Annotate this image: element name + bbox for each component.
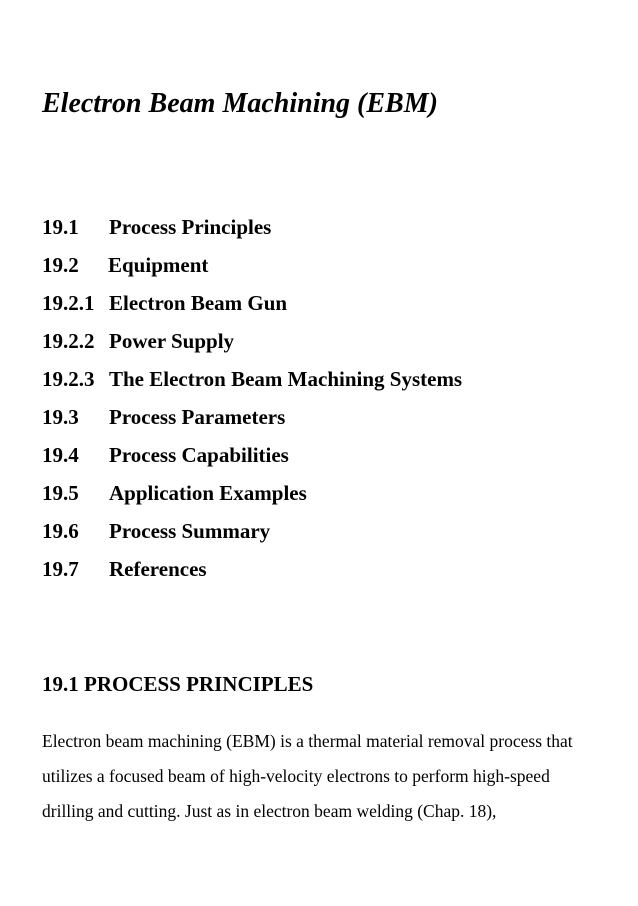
toc-entry: [42, 360, 462, 398]
toc-entry: [42, 512, 462, 550]
toc-entry-number: 19.2.3: [42, 367, 95, 391]
toc-entry: [42, 322, 462, 360]
toc-entry: [42, 208, 462, 246]
body-paragraph: [42, 724, 602, 829]
paragraph-line: drilling and cutting. Just as in electron beam welding (Chap. 18),: [42, 801, 497, 821]
toc-entry: [42, 246, 462, 284]
toc-entry-label: Process Capabilities: [109, 443, 289, 467]
toc-entry-label: Process Parameters: [109, 405, 286, 429]
toc-entry-label: Power Supply: [109, 329, 235, 353]
toc-entry: [42, 550, 462, 588]
toc-entry-label: Process Principles: [109, 215, 272, 239]
toc-entry-number: 19.6: [42, 519, 79, 543]
document-title: Electron Beam Machining (EBM): [42, 88, 438, 119]
toc-entry-number: 19.4: [42, 443, 79, 467]
paragraph-line: utilizes a focused beam of high-velocity electrons to perform high-speed: [42, 766, 550, 786]
toc-entry-number: 19.7: [42, 557, 79, 581]
section-heading: 19.1 PROCESS PRINCIPLES: [42, 672, 314, 696]
toc-entry-number: 19.5: [42, 481, 79, 505]
toc-entry: [42, 284, 462, 322]
toc-entry-label: The Electron Beam Machining Systems: [109, 367, 463, 391]
toc-entry-number: 19.2.2: [42, 329, 95, 353]
paragraph-line: Electron beam machining (EBM) is a thermal material removal process that: [42, 731, 573, 751]
toc-entry: [42, 398, 462, 436]
toc-entry-number: 19.2.1: [42, 291, 95, 315]
toc-entry: [42, 436, 462, 474]
toc-entry-label: Application Examples: [109, 481, 307, 505]
toc-entry-number: 19.3: [42, 405, 79, 429]
toc-entry-number: 19.1: [42, 215, 79, 239]
toc-entry-label: Electron Beam Gun: [109, 291, 288, 315]
toc-entry: [42, 474, 462, 512]
table-of-contents: [42, 208, 462, 588]
toc-entry-number: 19.2: [42, 253, 79, 277]
toc-entry-label: Process Summary: [109, 519, 271, 543]
toc-entry-label: Equipment: [108, 253, 209, 277]
toc-entry-label: References: [109, 557, 207, 581]
